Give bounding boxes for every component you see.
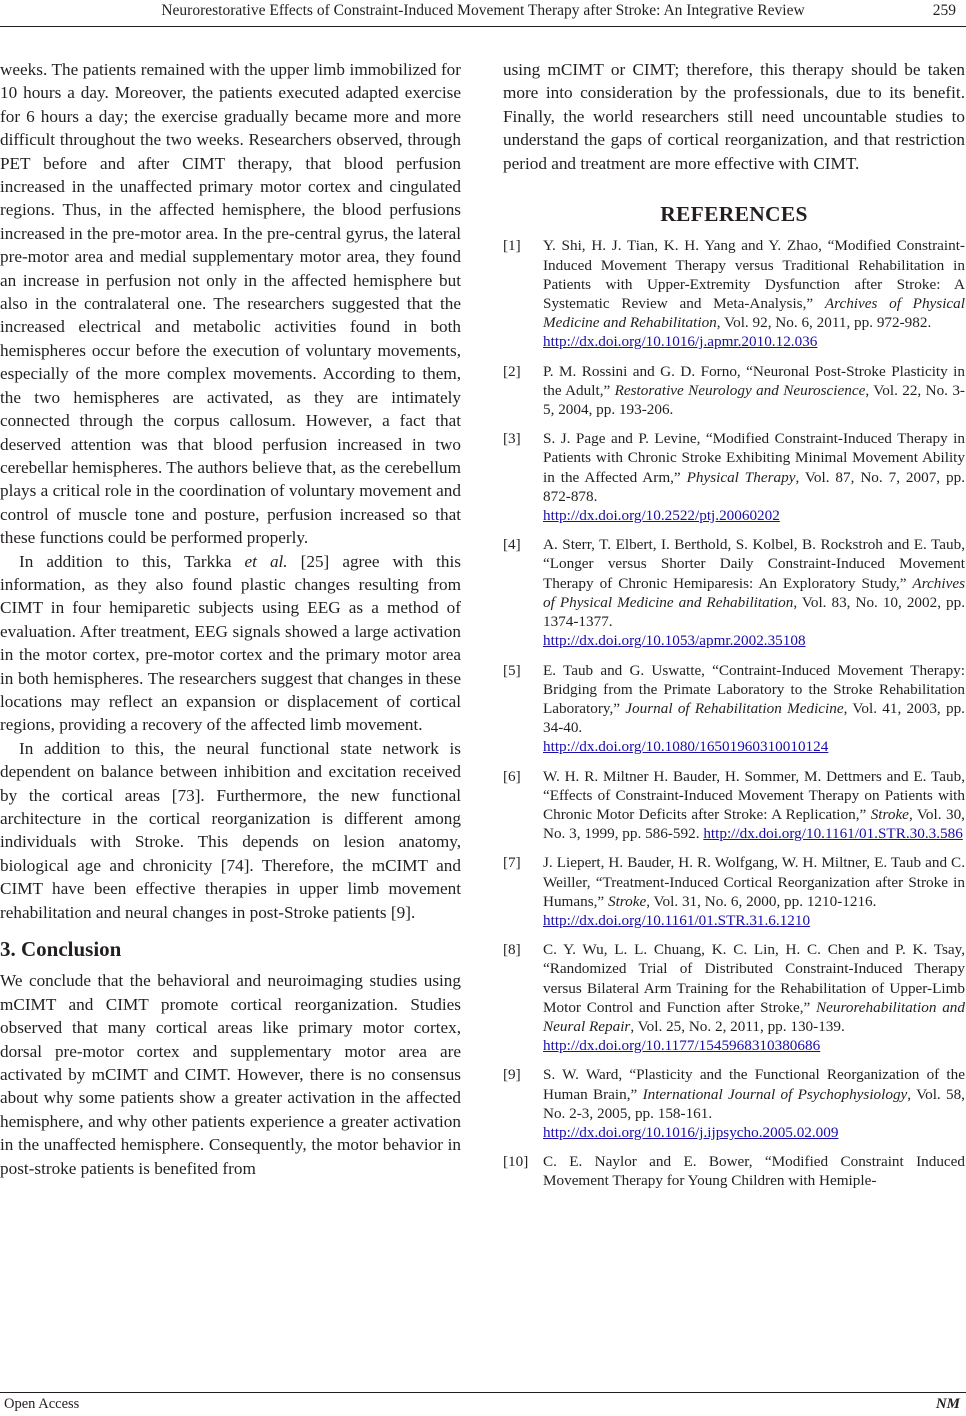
reference-item: [503, 1152, 965, 1190]
reference-details: , Vol. 31, No. 6, 2000, pp. 1210-1216.: [646, 892, 877, 910]
references-heading: REFERENCES: [660, 202, 808, 227]
page-footer: [0, 1392, 966, 1416]
reference-journal: International Journal of Psychophysiology: [642, 1085, 908, 1103]
reference-number: [6]: [503, 767, 521, 785]
reference-number: [2]: [503, 362, 521, 380]
reference-text: A. Sterr, T. Elbert, I. Berthold, S. Kolbel, B. Rockstroh and E. Taub, “Longer versus Shorter Daily Constraint-Induced Movement Therapy of Chronic Hemiparesis: An Exploratory Study,”: [543, 536, 965, 592]
body-paragraph-4: We conclude that the behavioral and neuroimaging studies using mCIMT and CIMT promote cortical reorganization. Studies observed that many cortical areas like primary motor cortex, dorsal pre-motor cortex and supplementary motor area are activated by mCIMT and CIMT. However, there is no consensus about why some patients show a greater activation in the affected hemisphere, and why other patients experience a greater activation in the unaffected hemisphere. Consequently, the motor behavior in post-stroke patients is benefited from: [0, 971, 461, 1178]
reference-number: [5]: [503, 661, 521, 679]
reference-item: [503, 853, 965, 930]
reference-text: S. J. Page and P. Levine, “Modified Constraint-Induced Therapy in Patients with Chronic Stroke Exhibiting Minimal Movement Ability in the Affected Arm,”: [543, 430, 965, 486]
reference-journal: Stroke: [607, 892, 647, 910]
reference-item: [503, 429, 965, 525]
paragraph-text: In addition to this, Tarkka: [19, 551, 245, 571]
reference-details: , Vol. 58, No. 2-3, 2005, pp. 158-161.: [543, 1085, 965, 1122]
reference-details: , Vol. 25, No. 2, 2011, pp. 130-139.: [630, 1017, 845, 1035]
reference-doi-link[interactable]: http://dx.doi.org/10.1080/16501960310010124: [543, 738, 829, 756]
reference-text: P. M. Rossini and G. D. Forno, “Neuronal Post-Stroke Plasticity in the Adult,”: [543, 362, 965, 399]
reference-item: [503, 535, 965, 650]
reference-journal: Stroke: [870, 805, 909, 823]
reference-journal: Physical Therapy: [686, 468, 796, 486]
reference-number: [9]: [503, 1066, 521, 1084]
reference-journal: Archives of Physical Medicine and Rehabilitation: [543, 295, 965, 332]
reference-text: S. W. Ward, “Plasticity and the Functional Reorganization of the Human Brain,”: [543, 1066, 965, 1103]
reference-item: [503, 661, 965, 757]
reference-number: [8]: [503, 941, 521, 959]
reference-number: [4]: [503, 536, 521, 554]
reference-details: , Vol. 22, No. 3-5, 2004, pp. 193-206.: [543, 381, 965, 419]
reference-journal: Archives of Physical Medicine and Rehabilitation: [543, 574, 965, 611]
body-paragraph-1: weeks. The patients remained with the upper limb immobilized for 10 hours a day. Moreover, the patients executed adapted exercise for 6 hours a day; the exercise gradually became more and more difficult throughout the two weeks. Researchers observed, through PET before and after CIMT therapy, that blood perfusion increased in the unaffected primary motor cortex and cingulated regions. Thus, in the affected hemisphere, the blood perfusions increased in the pre-motor area. In the pre-central gyrus, the lateral pre-motor area and medial supplementary motor area, they found an increase in perfusion not only in the affected hemisphere but also in the contralateral one. The researchers suggested that the increased electrical and metabolic activities found in both hemispheres occur before the execution of voluntary movements, especially of the more complex movements. According to them, the two hemispheres are activated, as they are intimately connected through the corpus callosum. However, a fact that deserved attention was that blood perfusion increased in two cerebellar hemispheres. The authors believe that, as the cerebellum plays a critical role in the coordination of voluntary movement and control of muscle tone and posture, perfusion increased so that these functions could be performed properly.: [0, 60, 461, 548]
reference-item: [503, 362, 965, 420]
reference-text: J. Liepert, H. Bauder, H. R. Wolfgang, W. H. Miltner, E. Taub and C. Weiller, “Treatment-Induced Cortical Reorganization after Stroke in Humans,”: [543, 854, 965, 910]
reference-text: C. E. Naylor and E. Bower, “Modified Constraint Induced Movement Therapy for Young Children with Hemiple-: [543, 1153, 965, 1190]
reference-details: , Vol. 92, No. 6, 2011, pp. 972-982.: [716, 314, 932, 332]
reference-details: , Vol. 83, No. 10, 2002, pp. 1374-1377.: [543, 593, 965, 631]
reference-doi-link[interactable]: http://dx.doi.org/10.1161/01.STR.30.3.586: [703, 825, 963, 843]
reference-doi-link[interactable]: http://dx.doi.org/10.1016/j.ijpsycho.2005.02.009: [543, 1123, 839, 1141]
reference-details: , Vol. 41, 2003, pp. 34-40.: [543, 699, 965, 737]
reference-item: [503, 940, 965, 1055]
page-header: [0, 0, 966, 26]
right-column: [503, 58, 965, 1201]
reference-doi-link[interactable]: http://dx.doi.org/10.1161/01.STR.31.6.1210: [543, 911, 811, 929]
reference-doi-link[interactable]: http://dx.doi.org/10.1016/j.apmr.2010.12.036: [543, 333, 818, 351]
left-column: [0, 58, 461, 1180]
reference-item: [503, 236, 965, 351]
body-paragraph-5: using mCIMT or CIMT; therefore, this therapy should be taken more into consideration by the professionals, due to its benefit. Finally, the world researchers still need uncountable studies to understand the gaps of cortical reorganization, and that restriction period and treatment are more effective with CIMT.: [503, 60, 965, 173]
body-paragraph-2: [0, 550, 461, 737]
reference-text: E. Taub and G. Uswatte, “Contraint-Induced Movement Therapy: Bridging from the Primate Laboratory to the Stroke Rehabilitation Laboratory,”: [543, 661, 965, 717]
et-al-italic: et al.: [244, 551, 288, 571]
reference-number: [3]: [503, 430, 521, 448]
reference-number: [1]: [503, 237, 521, 255]
reference-text: W. H. R. Miltner H. Bauder, H. Sommer, M. Dettmers and E. Taub, “Effects of Constraint-Induced Movement Therapy on Patients with Chronic Motor Deficits after Stroke: A Replication,”: [543, 767, 965, 823]
paragraph-text: [25] agree with this information, as they also found plastic changes resulting from CIMT in four hemiparetic subjects using EEG as a method of evaluation. After treatment, EEG signals showed a large activation in the motor cortex, pre-motor cortex and the primary motor area in both hemispheres. The researchers suggest that changes in these locations may reflect an expansion or displacement of cortical regions, providing a recovery of the affected limb movement.: [0, 551, 461, 735]
page-number: 259: [932, 2, 956, 19]
running-title: Neurorestorative Effects of Constraint-Induced Movement Therapy after Stroke: An Integrative Review: [161, 2, 805, 19]
footer-rule: [0, 1392, 966, 1393]
reference-number: [7]: [503, 854, 521, 872]
reference-details: , Vol. 30, No. 3, 1999, pp. 586-592.: [543, 805, 965, 843]
reference-item: [503, 767, 965, 844]
reference-journal: Neurorehabilitation and Neural Repair: [543, 998, 965, 1035]
reference-text: C. Y. Wu, L. L. Chuang, K. C. Lin, H. C. Chen and P. K. Tsay, “Randomized Trial of Distributed Constraint-Induced Therapy versus Bilateral Arm Training for the Rehabilitation of Upper-Limb Motor Control and Function after Stroke,”: [543, 941, 965, 1016]
reference-details: , Vol. 87, No. 7, 2007, pp. 872-878.: [543, 468, 965, 505]
reference-journal: Journal of Rehabilitation Medicine: [625, 699, 844, 717]
reference-doi-link[interactable]: http://dx.doi.org/10.1177/1545968310380686: [543, 1037, 821, 1055]
body-paragraph-3: In addition to this, the neural functional state network is dependent on balance between inhibition and excitation received by the cortical areas [73]. Furthermore, the new functional architecture in the cortical reorganization is different among individuals with Stroke. This depends on lesion anatomy, biological age and chronicity [74]. Therefore, the mCIMT and CIMT have been effective therapies in upper limb movement rehabilitation and neural changes in post-Stroke patients [9].: [0, 738, 461, 922]
reference-journal: Restorative Neurology and Neuroscience: [614, 381, 866, 399]
reference-list: [503, 236, 965, 1190]
reference-doi-link[interactable]: http://dx.doi.org/10.1053/apmr.2002.35108: [543, 632, 806, 650]
reference-text: Y. Shi, H. J. Tian, K. H. Yang and Y. Zhao, “Modified Constraint-Induced Movement Therapy versus Traditional Rehabilitation in Patients with Upper-Extremity Dysfunction after Stroke: A Systematic Review and Meta-Analysis,”: [543, 237, 965, 313]
open-access-label: Open Access: [4, 1396, 80, 1412]
reference-item: [503, 1065, 965, 1142]
section-heading-conclusion: 3. Conclusion: [0, 937, 122, 962]
journal-abbreviation: NM: [935, 1396, 960, 1412]
reference-number: [10]: [503, 1153, 529, 1171]
header-rule: [0, 26, 966, 27]
reference-doi-link[interactable]: http://dx.doi.org/10.2522/ptj.20060202: [543, 507, 780, 525]
